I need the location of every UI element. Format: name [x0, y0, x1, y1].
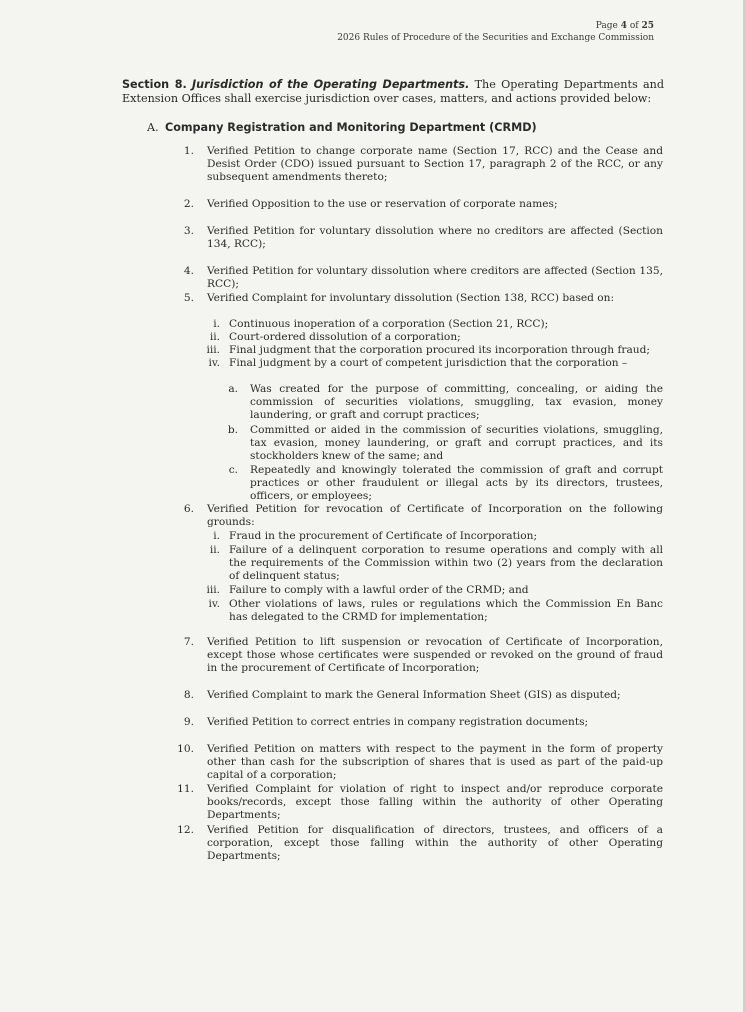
sublist-item: Failure of a delinquent corporation to resume operations and comply with all the requirements of the Commission within two (2) years from the declaration of delinquent status;	[229, 544, 663, 583]
section-intro: The Operating Departments and Extension Offices shall exercise jurisdiction over cases, matters, and actions provided below:	[122, 78, 664, 105]
list-item-number: 4.	[183, 265, 194, 277]
list-item-number: 6.	[183, 503, 194, 515]
list-item-number: 8.	[183, 689, 194, 701]
list-item-number: 11.	[177, 783, 194, 795]
list-item: Verified Petition to lift suspension or revocation of Certificate of Incorporation, except those whose certificates were suspended or revoked on the ground of fraud in the procurement of Certificate of Incorporation;	[207, 636, 663, 675]
sublist-item-number: iii.	[206, 344, 220, 356]
list-item-number: 3.	[183, 225, 194, 237]
sublist-item-number: iii.	[206, 584, 220, 596]
list-item: Verified Petition for voluntary dissolution where creditors are affected (Section 135, RCC);	[207, 265, 663, 291]
sublist-item: Other violations of laws, rules or regulations which the Commission En Banc has delegated to the CRMD for implementation;	[229, 598, 663, 624]
sub-sublist-item: Repeatedly and knowingly tolerated the commission of graft and corrupt practices or other fraudulent or illegal acts by its directors, trustees, officers, or employees;	[250, 464, 663, 503]
sublist-item-number: i.	[213, 318, 220, 330]
section-label: Section 8.	[122, 78, 187, 91]
list-item-number: 10.	[177, 743, 194, 755]
list-item: Verified Petition for revocation of Certificate of Incorporation on the following grounds:	[207, 503, 663, 529]
sublist-item: Failure to comply with a lawful order of the CRMD; and	[229, 584, 529, 596]
page-header	[337, 20, 654, 44]
sublist-item-number: iv.	[208, 598, 220, 610]
list-item-number: 7.	[183, 636, 194, 648]
sublist-item-number: iv.	[208, 357, 220, 369]
list-item: Verified Petition to correct entries in company registration documents;	[207, 716, 589, 728]
list-item: Verified Petition for voluntary dissolution where no creditors are affected (Section 134, RCC);	[207, 225, 663, 251]
list-item: Verified Opposition to the use or reservation of corporate names;	[207, 198, 558, 210]
page-number: Page 4 of 25	[595, 21, 654, 31]
list-item-number: 1.	[183, 145, 194, 157]
sublist-item-number: ii.	[209, 544, 220, 556]
sub-sublist-item: Committed or aided in the commission of securities violations, smuggling, tax evasion, money laundering, or graft and corrupt practices, and its stockholders knew of the same; and	[250, 424, 663, 463]
list-item: Verified Petition for disqualification of directors, trustees, and officers of a corporation, except those falling within the authority of other Operating Departments;	[207, 824, 663, 863]
section-title: Jurisdiction of the Operating Departments.	[191, 78, 470, 91]
sub-sublist-item-number: c.	[228, 464, 238, 476]
sublist-item: Final judgment by a court of competent jurisdiction that the corporation –	[229, 357, 628, 369]
list-item-number: 9.	[183, 716, 194, 728]
department-name: Company Registration and Monitoring Department (CRMD)	[165, 121, 537, 134]
section-heading	[122, 78, 664, 106]
list-item: Verified Complaint for violation of right to inspect and/or reproduce corporate books/records, except those falling within the authority of other Operating Departments;	[207, 783, 663, 822]
sub-sublist-item-number: a.	[228, 383, 238, 395]
list-item: Verified Petition on matters with respect to the payment in the form of property other than cash for the subscription of shares that is used as part of the paid-up capital of a corporation;	[207, 743, 663, 782]
list-item-number: 2.	[183, 198, 194, 210]
sub-sublist-item-number: b.	[227, 424, 238, 436]
sublist-item-number: i.	[213, 530, 220, 542]
sublist-item-number: ii.	[209, 331, 220, 343]
sublist-item: Fraud in the procurement of Certificate of Incorporation;	[229, 530, 538, 542]
sublist-item: Final judgment that the corporation procured its incorporation through fraud;	[229, 344, 650, 356]
sub-sublist-item: Was created for the purpose of committing, concealing, or aiding the commission of securities violations, smuggling, tax evasion, money laundering, or graft and corrupt practices;	[250, 383, 663, 422]
sublist-item: Court-ordered dissolution of a corporation;	[229, 331, 461, 343]
department-letter: A.	[147, 121, 159, 134]
list-item: Verified Complaint to mark the General Information Sheet (GIS) as disputed;	[207, 689, 621, 701]
sublist-item: Continuous inoperation of a corporation (Section 21, RCC);	[229, 318, 549, 330]
document-title: 2026 Rules of Procedure of the Securities and Exchange Commission	[337, 33, 654, 43]
list-item: Verified Complaint for involuntary dissolution (Section 138, RCC) based on:	[207, 292, 615, 304]
list-item-number: 5.	[183, 292, 194, 304]
list-item: Verified Petition to change corporate name (Section 17, RCC) and the Cease and Desist Order (CDO) issued pursuant to Section 17, paragraph 2 of the RCC, or any subsequent amendments thereto;	[207, 145, 663, 184]
list-item-number: 12.	[177, 824, 194, 836]
department-heading	[147, 121, 537, 134]
